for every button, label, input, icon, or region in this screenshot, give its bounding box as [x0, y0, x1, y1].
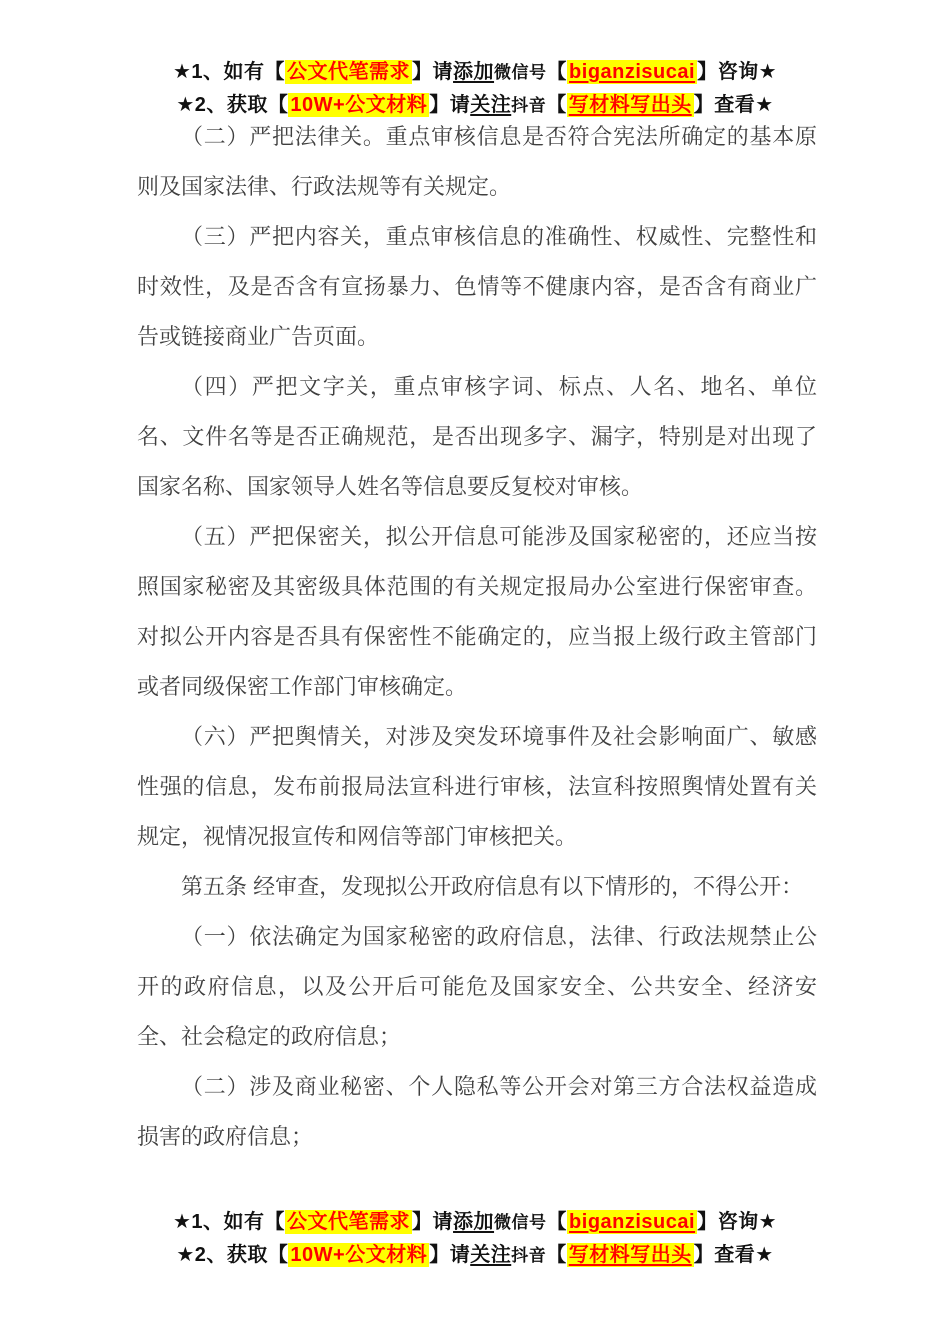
promo-line	[0, 1239, 950, 1272]
promo-line	[0, 56, 950, 89]
promo-text: 】请	[429, 94, 471, 116]
promo-text-end: 】咨询★	[697, 61, 778, 83]
wechat-label: 微信号	[494, 1213, 547, 1232]
paragraph: （六）严把舆情关，对涉及突发环境事件及社会影响面广、敏感性强的信息，发布前报局法宣科进行审核，法宣科按照舆情处置有关规定，视情况报宣传和网信等部门审核把关。	[137, 724, 817, 849]
wechat-label: 微信号	[494, 63, 547, 82]
underline-follow: 关注	[470, 94, 512, 116]
paragraph: （四）严把文字关，重点审核字词、标点、人名、地名、单位名、文件名等是否正确规范，是否出现多字、漏字，特别是对出现了国家名称、国家领导人姓名等信息要反复校对审核。	[137, 374, 817, 499]
paragraph: （五）严把保密关，拟公开信息可能涉及国家秘密的，还应当按照国家秘密及其密级具体范围的有关规定报局办公室进行保密审查。对拟公开内容是否具有保密性不能确定的，应当报上级行政主管部门或者同级保密工作部门审核确定。	[137, 524, 817, 699]
bracket: 【	[546, 1211, 568, 1233]
promo-text-end: 】查看★	[693, 94, 774, 116]
highlight-service: 公文代笔需求	[287, 61, 411, 83]
star-and-label: ★1、如有【	[172, 1211, 286, 1233]
paragraph: 第五条 经审查，发现拟公开政府信息有以下情形的，不得公开：	[181, 874, 804, 899]
promo-text: 】请	[412, 1211, 454, 1233]
douyin-account: 写材料写出头	[568, 94, 692, 116]
promo-text: 】请	[429, 1244, 471, 1266]
star-and-label: ★2、获取【	[176, 94, 289, 116]
document-body	[137, 112, 817, 1162]
highlight-materials: 10W+公文材料	[290, 1244, 428, 1266]
wechat-id: biganzisucai	[569, 1211, 696, 1233]
star-and-label: ★1、如有【	[172, 61, 286, 83]
paragraph: （一）依法确定为国家秘密的政府信息，法律、行政法规禁止公开的政府信息，以及公开后可能危及国家安全、公共安全、经济安全、社会稳定的政府信息；	[137, 924, 817, 1049]
promo-text-end: 】咨询★	[697, 1211, 778, 1233]
douyin-label: 抖音	[511, 96, 547, 115]
promo-text: 】请	[412, 61, 454, 83]
promo-footer	[0, 1206, 950, 1272]
underline-add: 添加	[453, 1211, 495, 1233]
promo-text-end: 】查看★	[693, 1244, 774, 1266]
douyin-label: 抖音	[511, 1246, 547, 1265]
highlight-service: 公文代笔需求	[287, 1211, 411, 1233]
underline-follow: 关注	[470, 1244, 512, 1266]
bracket: 【	[546, 94, 567, 116]
wechat-id: biganzisucai	[569, 61, 696, 83]
bracket: 【	[546, 1244, 567, 1266]
star-and-label: ★2、获取【	[176, 1244, 289, 1266]
douyin-account: 写材料写出头	[568, 1244, 692, 1266]
underline-add: 添加	[453, 61, 495, 83]
paragraph: （二）严把法律关。重点审核信息是否符合宪法所确定的基本原则及国家法律、行政法规等有关规定。	[137, 124, 817, 199]
highlight-materials: 10W+公文材料	[290, 94, 428, 116]
bracket: 【	[546, 61, 568, 83]
paragraph: （二）涉及商业秘密、个人隐私等公开会对第三方合法权益造成损害的政府信息；	[137, 1074, 817, 1149]
paragraph: （三）严把内容关，重点审核信息的准确性、权威性、完整性和时效性，及是否含有宣扬暴力、色情等不健康内容，是否含有商业广告或链接商业广告页面。	[137, 224, 817, 349]
promo-line	[0, 1206, 950, 1239]
